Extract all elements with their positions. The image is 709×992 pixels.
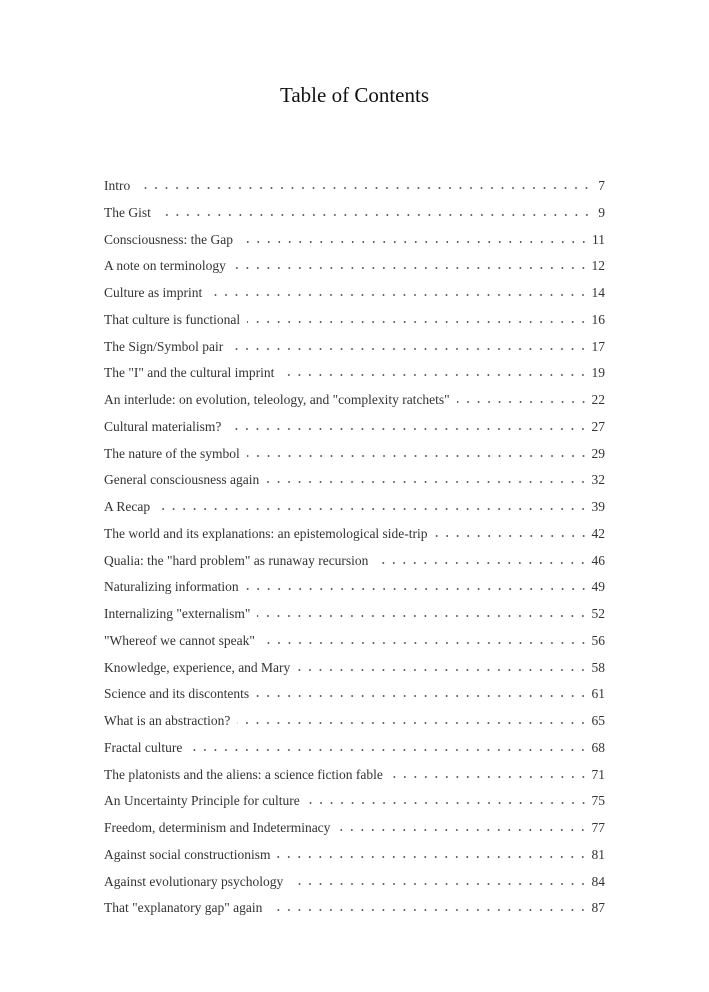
dot-leader	[457, 394, 589, 404]
toc-entry	[104, 309, 605, 336]
dot-leader	[228, 421, 588, 431]
dot-leader	[246, 581, 589, 591]
toc-entry	[104, 202, 605, 229]
dot-leader	[290, 876, 588, 886]
toc-entry-title: Internalizing "externalism"	[104, 606, 251, 621]
toc-page-number: 68	[591, 739, 605, 755]
toc-entry	[104, 710, 605, 737]
dot-leader	[240, 234, 589, 244]
dot-leader	[237, 715, 588, 725]
toc-entry	[104, 576, 605, 603]
toc-entry	[104, 550, 605, 577]
toc-page-number: 39	[591, 499, 605, 514]
toc-entry-title: That "explanatory gap" again	[104, 900, 263, 916]
toc-entry-title: The "I" and the cultural imprint	[104, 365, 275, 381]
dot-leader	[266, 474, 588, 484]
toc-page-number: 49	[591, 579, 605, 595]
toc-page-number: 11	[592, 231, 605, 247]
toc-page-number: 16	[591, 311, 605, 327]
toc-entry-title: That culture is functional	[104, 311, 241, 327]
toc-entry-title: The platonists and the aliens: a science fiction fable	[104, 766, 383, 782]
toc-page-number: 19	[591, 365, 605, 381]
toc-entry	[104, 817, 605, 844]
toc-entry-title: Against evolutionary psychology	[104, 873, 284, 889]
dot-leader	[247, 448, 589, 458]
toc-page-number: 42	[591, 525, 605, 541]
toc-entry	[104, 389, 605, 416]
toc-entry-title: The Gist	[104, 204, 151, 220]
dot-leader	[390, 769, 589, 779]
toc-page-number: 29	[591, 445, 605, 461]
toc-entry-title: Against social constructionism	[104, 846, 271, 862]
toc-page-number: 61	[591, 686, 605, 702]
toc-entry	[104, 603, 605, 630]
toc-entry-title: An Uncertainty Principle for culture	[104, 793, 300, 809]
toc-entry-title: Consciousness: the Gap	[104, 231, 233, 247]
dot-leader	[297, 662, 588, 672]
dot-leader	[247, 314, 588, 324]
page-title: Table of Contents	[280, 83, 429, 107]
dot-leader	[158, 207, 592, 217]
toc-entry-title: What is an abstraction?	[104, 713, 231, 728]
dot-leader	[256, 688, 588, 698]
toc-entry	[104, 336, 605, 363]
toc-page-number: 77	[591, 820, 605, 835]
toc-page-number: 56	[591, 632, 605, 648]
toc-entry-title: The nature of the symbol	[104, 445, 240, 461]
dot-leader	[262, 635, 589, 645]
toc-entry	[104, 255, 605, 282]
toc-page-number: 46	[591, 552, 605, 568]
dot-leader	[435, 528, 589, 538]
toc-entry	[104, 416, 605, 443]
toc-page-number: 71	[591, 766, 605, 782]
toc-entry-title: Knowledge, experience, and Mary	[104, 659, 291, 675]
dot-leader	[337, 822, 588, 832]
toc-entry-title: Fractal culture	[104, 739, 183, 755]
dot-leader	[277, 849, 588, 859]
toc-entry	[104, 469, 605, 496]
toc-entry-title: Qualia: the "hard problem" as runaway recursion	[104, 552, 369, 568]
toc-entry-title: General consciousness again	[104, 472, 260, 488]
toc-entry-title: Intro	[104, 178, 131, 193]
toc-entry	[104, 871, 605, 898]
toc-page-number: 14	[591, 285, 605, 300]
dot-leader	[157, 501, 588, 511]
dot-leader	[307, 795, 589, 805]
toc-entry-title: A note on terminology	[104, 258, 226, 274]
toc-entry	[104, 496, 605, 523]
toc-page-number: 22	[591, 392, 605, 407]
toc-entry	[104, 229, 605, 256]
dot-leader	[281, 367, 588, 377]
toc-page-number: 84	[591, 873, 605, 889]
toc-entry	[104, 175, 605, 202]
toc-page-number: 75	[591, 793, 605, 809]
toc-entry	[104, 362, 605, 389]
toc-page-number: 7	[598, 178, 605, 193]
toc-entry	[104, 657, 605, 684]
toc-page-number: 87	[591, 900, 605, 916]
dot-leader	[233, 260, 589, 270]
toc-entry	[104, 790, 605, 817]
toc-page-number: 32	[591, 472, 605, 488]
toc-entry-title: A Recap	[104, 499, 151, 514]
toc-entry-title: An interlude: on evolution, teleology, and "complexity ratchets"	[104, 392, 450, 407]
toc-entry	[104, 764, 605, 791]
toc-entry-title: Cultural materialism?	[104, 418, 222, 434]
toc-page-number: 58	[591, 659, 605, 675]
toc-entry	[104, 844, 605, 871]
toc-entry	[104, 737, 605, 764]
table-of-contents	[104, 175, 605, 924]
toc-entry	[104, 523, 605, 550]
toc-page-number: 9	[598, 204, 605, 220]
toc-entry	[104, 897, 605, 924]
dot-leader	[230, 341, 588, 351]
toc-entry-title: Freedom, determinism and Indeterminacy	[104, 820, 331, 835]
toc-page-number: 27	[591, 418, 605, 434]
toc-page-number: 65	[591, 713, 605, 728]
dot-leader	[189, 742, 588, 752]
toc-entry-title: Culture as imprint	[104, 285, 203, 300]
toc-entry	[104, 683, 605, 710]
toc-entry-title: The world and its explanations: an epistemological side-trip	[104, 525, 428, 541]
dot-leader	[269, 902, 588, 912]
dot-leader	[137, 180, 592, 190]
toc-entry	[104, 282, 605, 309]
toc-entry-title: "Whereof we cannot speak"	[104, 632, 255, 648]
toc-page-number: 52	[591, 606, 605, 621]
dot-leader	[257, 608, 588, 618]
toc-page-number: 81	[591, 846, 605, 862]
toc-entry	[104, 630, 605, 657]
toc-entry-title: Naturalizing information	[104, 579, 239, 595]
dot-leader	[209, 287, 588, 297]
toc-entry	[104, 443, 605, 470]
toc-entry-title: The Sign/Symbol pair	[104, 338, 224, 354]
dot-leader	[375, 555, 588, 565]
toc-entry-title: Science and its discontents	[104, 686, 250, 702]
toc-page-number: 17	[591, 338, 605, 354]
toc-page-number: 12	[591, 258, 605, 274]
